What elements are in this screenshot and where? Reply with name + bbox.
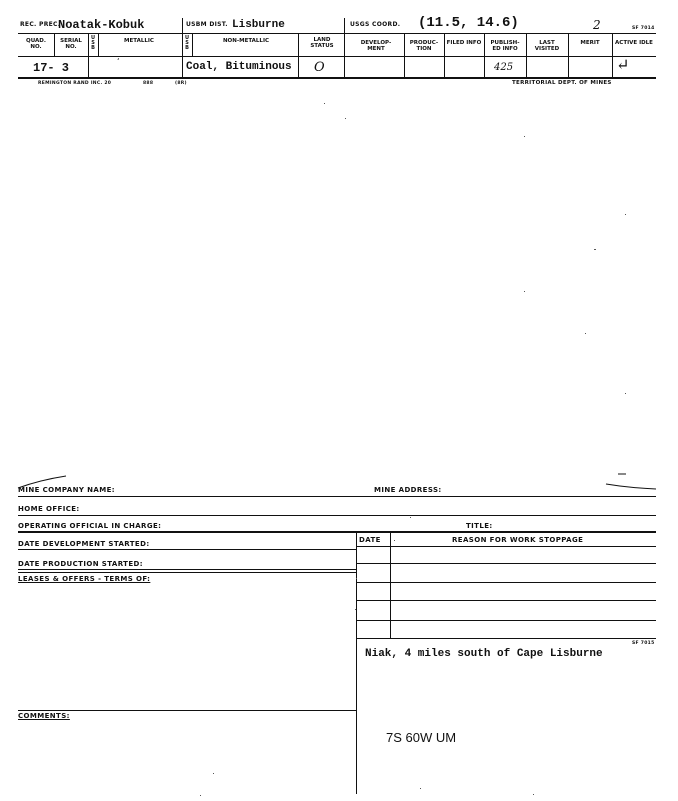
scan-speck xyxy=(524,136,525,137)
col-serial-no: SERIAL NO. xyxy=(60,38,82,50)
quad-serial-value: 17- 3 xyxy=(33,61,70,75)
date-production-label: DATE PRODUCTION STARTED: xyxy=(18,560,143,568)
comments-label: COMMENTS: xyxy=(18,712,70,720)
col-published-info: PUBLISH- ED INFO xyxy=(490,40,520,52)
metallic-tick: ‘ xyxy=(117,57,120,66)
col-development: DEVELOP- MENT xyxy=(360,40,392,52)
scan-speck xyxy=(420,788,421,789)
scan-speck xyxy=(585,333,586,334)
usgs-coord-value: (11.5, 14.6) xyxy=(418,15,519,31)
col-usb-2: U S B xyxy=(184,35,190,51)
scan-speck xyxy=(410,517,411,518)
date-header: DATE xyxy=(359,536,381,544)
active-idle-check: ↵ xyxy=(616,55,630,74)
scan-speck xyxy=(356,578,357,579)
col-metallic: METALLIC xyxy=(124,38,154,44)
usgs-coord-label: USGS COORD. xyxy=(350,21,401,28)
col-quad-no: QUAD. NO. xyxy=(26,38,46,50)
scan-speck xyxy=(594,249,596,250)
department-label: TERRITORIAL DEPT. OF MINES xyxy=(512,80,612,86)
col-usb-1: U S B xyxy=(90,35,96,51)
rec-prec-label: REC. PREC. xyxy=(20,21,61,28)
form-code-back: SF 7015 xyxy=(632,641,655,646)
col-merit: MERIT xyxy=(580,40,600,46)
leases-label: LEASES & OFFERS - TERMS OF: xyxy=(18,575,151,583)
usbm-dist-label: USBM DIST. xyxy=(186,21,228,28)
form-code-front: SF 7014 xyxy=(632,26,655,31)
mine-company-label: MINE COMPANY NAME: xyxy=(18,486,115,494)
date-development-label: DATE DEVELOPMENT STARTED: xyxy=(18,540,150,548)
land-status-value: O xyxy=(314,60,325,75)
home-office-label: HOME OFFICE: xyxy=(18,505,80,513)
col-production: PRODUC- TION xyxy=(409,40,439,52)
printer-label: REMINGTON RAND INC. 20 xyxy=(38,81,112,86)
col-land-status: LAND STATUS xyxy=(310,37,334,49)
col-last-visited: LAST VISITED xyxy=(534,40,560,52)
scan-speck xyxy=(625,393,626,394)
title-label: TITLE: xyxy=(466,522,493,530)
reason-header: REASON FOR WORK STOPPAGE xyxy=(452,536,584,544)
scan-speck xyxy=(625,214,626,215)
scan-speck xyxy=(533,794,534,795)
scan-speck xyxy=(345,118,346,119)
scan-speck xyxy=(394,540,395,541)
published-info-value: 425 xyxy=(494,62,514,73)
location-note: Niak, 4 miles south of Cape Lisburne xyxy=(365,648,603,660)
operating-official-label: OPERATING OFFICIAL IN CHARGE: xyxy=(18,522,162,530)
usbm-dist-value: Lisburne xyxy=(232,19,285,31)
sheet-mark: 2 xyxy=(593,18,601,32)
scan-speck xyxy=(355,609,356,610)
scan-speck xyxy=(200,795,201,796)
township-note: 7S 60W UM xyxy=(386,730,457,745)
scan-speck xyxy=(213,773,214,774)
col-active-idle: ACTIVE IDLE xyxy=(615,40,653,46)
printer-code: 888 xyxy=(143,81,154,86)
scan-speck xyxy=(524,291,525,292)
rec-prec-value: Noatak-Kobuk xyxy=(58,18,145,32)
col-non-metallic: NON-METALLIC xyxy=(222,38,270,44)
printer-code-2: (8R) xyxy=(175,81,187,86)
col-filed-info: FILED INFO xyxy=(446,40,482,46)
mine-address-label: MINE ADDRESS: xyxy=(374,486,442,494)
non-metallic-value: Coal, Bituminous xyxy=(186,61,292,73)
scan-speck xyxy=(324,103,325,104)
